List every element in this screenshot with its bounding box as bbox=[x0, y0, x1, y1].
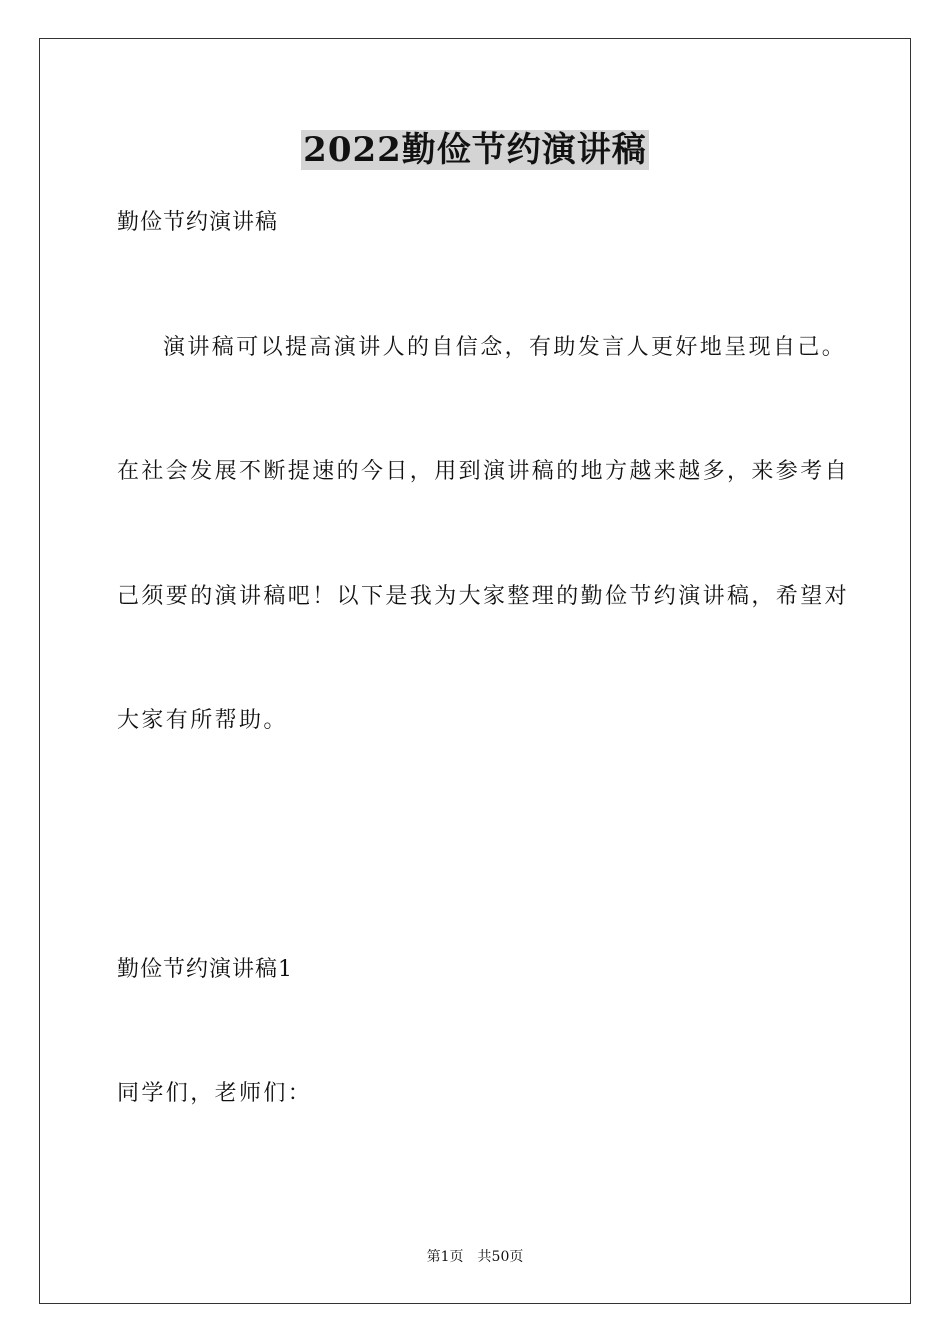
section-heading: 勤俭节约演讲稿1 bbox=[117, 957, 293, 982]
intro-paragraph-line-4: 大家有所帮助。 bbox=[117, 708, 288, 733]
page-footer bbox=[0, 1247, 950, 1267]
intro-paragraph-line-1: 演讲稿可以提高演讲人的自信念，有助发言人更好地呈现自己。 bbox=[163, 335, 847, 360]
greeting-line: 同学们，老师们： bbox=[117, 1081, 313, 1106]
document-title bbox=[0, 128, 950, 172]
document-title-text: 2022勤俭节约演讲稿 bbox=[303, 130, 647, 170]
page-total: 共50页 bbox=[477, 1249, 524, 1265]
document-subtitle: 勤俭节约演讲稿 bbox=[117, 210, 279, 235]
intro-paragraph-line-2: 在社会发展不断提速的今日，用到演讲稿的地方越来越多，来参考自 bbox=[117, 459, 850, 484]
intro-paragraph-line-3: 己须要的演讲稿吧！以下是我为大家整理的勤俭节约演讲稿，希望对 bbox=[117, 584, 850, 609]
page-number: 第1页 bbox=[426, 1249, 464, 1265]
